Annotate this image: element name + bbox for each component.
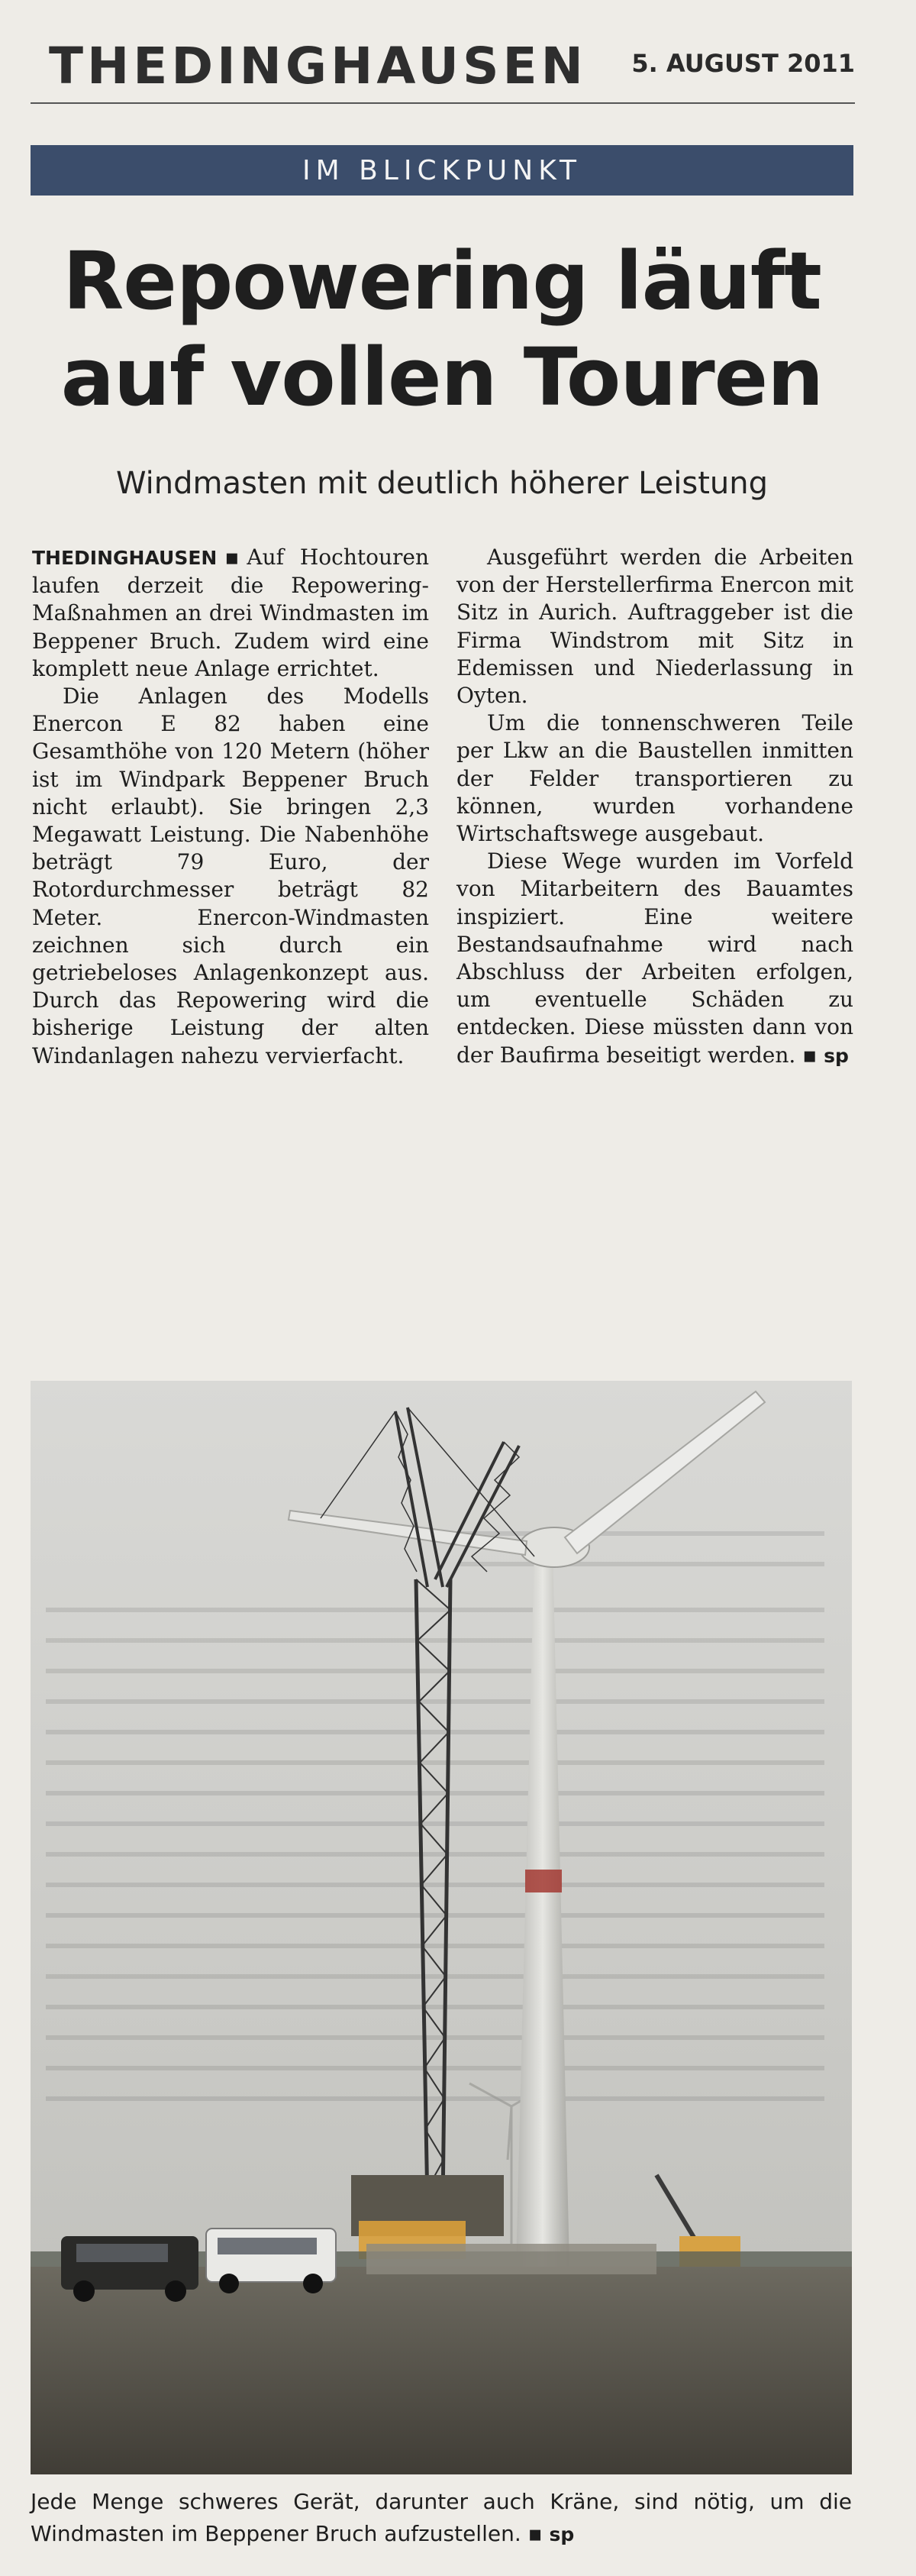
paragraph: [32, 544, 429, 683]
article-subheadline: Windmasten mit deutlich höherer Leistung: [115, 466, 769, 501]
publication-date: 5. AUGUST 2011: [631, 49, 855, 78]
headline-line-2: auf vollen Touren: [60, 331, 824, 424]
paragraph: [456, 848, 853, 1070]
paragraph-text: Auf Hochtouren laufen derzeit die Repowering-Maßnahmen an drei Windmasten im Beppener Bruch. Zudem wird eine komplett neue Anlage errichtet.: [32, 545, 429, 681]
end-mark: ▪: [802, 1042, 818, 1068]
paragraph-text: Diese Wege wurden im Vorfeld von Mitarbeitern des Bauamtes inspiziert. Eine weitere Bestandsaufnahme wird nach Abschluss der Arbeiten erfolgen, um eventuelle Schäden zu entdecken. Diese müssten dann von der Baufirma beseitigt werden.: [456, 848, 853, 1068]
caption-text: Jede Menge schweres Gerät, darunter auch Kräne, sind nötig, um die Windmasten im Beppener Bruch aufzustellen.: [31, 2489, 852, 2546]
section-banner: IM BLICKPUNKT: [31, 145, 853, 196]
paragraph: Ausgeführt werden die Arbeiten von der Herstellerfirma Enercon mit Sitz in Aurich. Auftraggeber ist die Firma Windstrom mit Sitz in Edemissen und Niederlassung in Oyten.: [456, 545, 853, 709]
photo-wind-turbine-crane-icon: [31, 1381, 852, 2474]
paragraph: Die Anlagen des Modells Enercon E 82 haben eine Gesamthöhe von 120 Metern (höher ist im Windpark Beppener Bruch nicht erlaubt). Sie bringen 2,3 Megawatt Leistung. Die Nabenhöhe beträgt 79 Euro, der Rotordurchmesser beträgt 82 Meter. Enercon-Windmasten zeichnen sich durch ein getriebeloses Anlagenkonzept aus. Durch das Repowering wird die bisherige Leistung der alten Windanlagen nahezu vervierfacht.: [32, 684, 429, 1068]
photo-caption: [31, 2486, 852, 2551]
caption-end-mark: ▪: [527, 2521, 543, 2546]
article-headline: [31, 233, 853, 425]
locality-title: THEDINGHAUSEN: [49, 37, 587, 95]
dateline: THEDINGHAUSEN: [32, 547, 218, 569]
author-byline: sp: [824, 1044, 849, 1067]
masthead: [31, 27, 855, 104]
caption-byline: sp: [549, 2523, 575, 2545]
paragraph: Um die tonnenschweren Teile per Lkw an die Baustellen inmitten der Felder transportieren zu können, wurden vorhandene Wirtschaftswege ausgebaut.: [456, 710, 853, 847]
dateline-separator: ▪: [224, 545, 240, 570]
headline-line-1: Repowering läuft: [63, 234, 821, 328]
masthead-divider: [31, 102, 855, 104]
article-photo: [31, 1381, 852, 2474]
article-column-1: [32, 544, 429, 1070]
article-column-2: [456, 544, 853, 1070]
